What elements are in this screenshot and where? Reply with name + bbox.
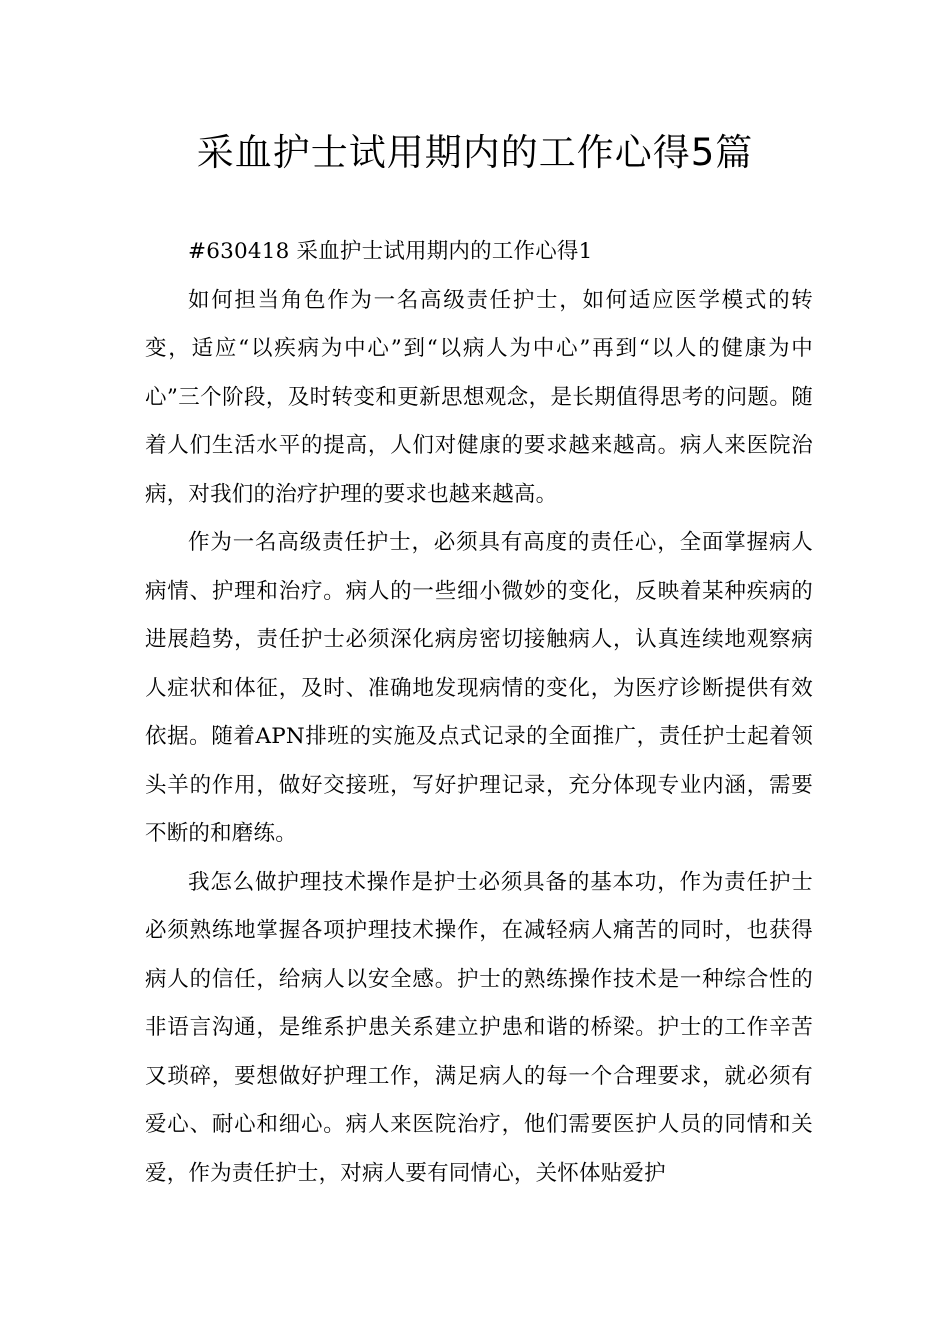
paragraph-2: 作为一名高级责任护士，必须具有高度的责任心，全面掌握病人病情、护理和治疗。病人的一些细小微妙的变化，反映着某种疾病的进展趋势，责任护士必须深化病房密切接触病人，认真连续地观察病人症状和体征，及时、准确地发现病情的变化，为医疗诊断提供有效依据。随着APN排班的实施及点式记录的全面推广，责任护士起着领头羊的作用，做好交接班，写好护理记录，充分体现专业内涵，需要不断的和磨练。 [145, 530, 813, 846]
document-body [145, 228, 813, 1198]
paragraph-3: 我怎么做护理技术操作是护士必须具备的基本功，作为责任护士必须熟练地掌握各项护理技术操作，在减轻病人痛苦的同时，也获得病人的信任，给病人以安全感。护士的熟练操作技术是一种综合性的非语言沟通，是维系护患关系建立护患和谐的桥梁。护士的工作辛苦又琐碎，要想做好护理工作，满足病人的每一个合理要求，就必须有爱心、耐心和细心。病人来医院治疗，他们需要医护人员的同情和关爱，作为责任护士，对病人要有同情心，关怀体贴爱护 [145, 869, 813, 1186]
document-title: 采血护士试用期内的工作心得5篇 [196, 131, 754, 174]
section-heading: #630418 采血护士试用期内的工作心得1 [188, 239, 593, 264]
paragraph-1: 如何担当角色作为一名高级责任护士，如何适应医学模式的转变，适应“以疾病为中心”到“以病人为中心”再到“以人的健康为中心”三个阶段，及时转变和更新思想观念，是长期值得思考的问题。随着人们生活水平的提高，人们对健康的要求越来越高。病人来医院治病，对我们的治疗护理的要求也越来越高。 [145, 287, 813, 507]
